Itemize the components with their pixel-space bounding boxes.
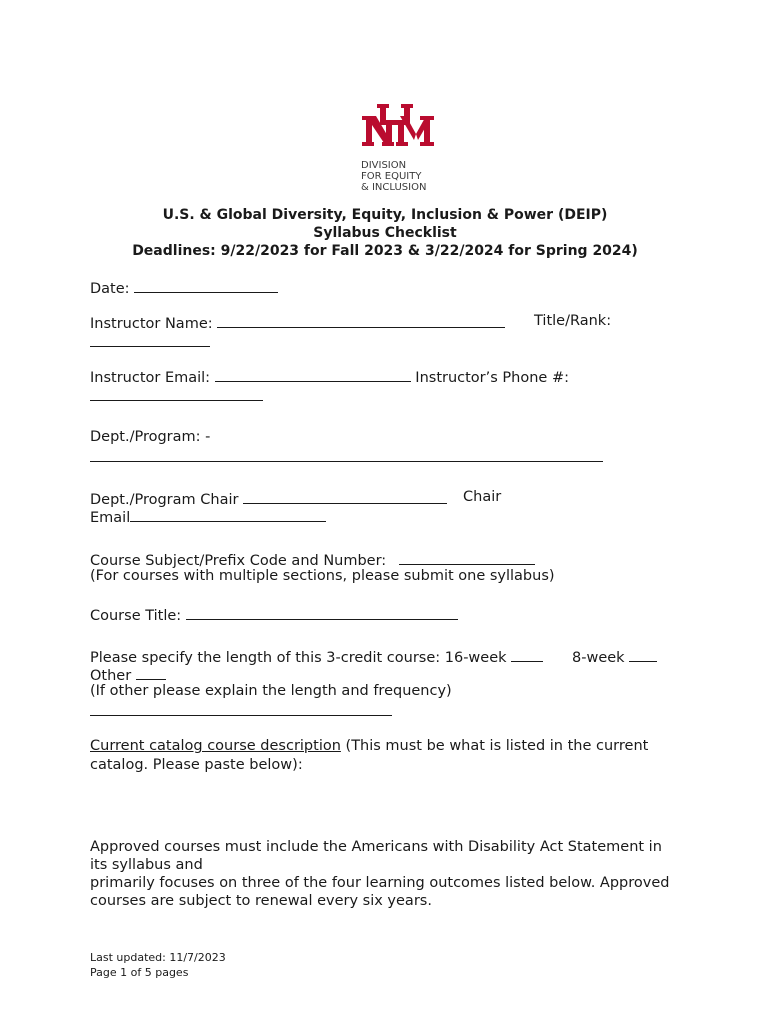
course-length-label: Please specify the length of this 3-credit course: 16-week — [90, 650, 507, 666]
chair-label: Chair — [463, 489, 502, 505]
title-rank-field[interactable] — [90, 332, 210, 347]
other-field[interactable] — [136, 665, 166, 680]
course-code-note: (For courses with multiple sections, please submit one syllabus) — [90, 568, 555, 584]
page-count: Page 1 of 5 pages — [90, 966, 189, 979]
catalog-note: (This must be what is listed in the current — [340, 738, 649, 754]
body-line-4: courses are subject to renewal every six years. — [90, 893, 432, 909]
dept-chair-field[interactable] — [243, 489, 447, 504]
date-row — [90, 278, 278, 297]
course-code-row — [90, 550, 535, 569]
chair-email-label: Email — [90, 510, 131, 526]
chair-email-field[interactable] — [130, 507, 326, 522]
logo-line-2: FOR EQUITY — [361, 171, 422, 182]
other-label: Other — [90, 668, 132, 684]
title-rank-row — [90, 332, 210, 351]
instructor-email-row — [90, 367, 569, 386]
course-title-field[interactable] — [186, 605, 458, 620]
course-title-row — [90, 605, 458, 624]
other-row — [90, 665, 166, 684]
date-label: Date: — [90, 281, 130, 297]
catalog-description-link[interactable]: Current catalog course description — [90, 738, 341, 754]
dept-chair-label: Dept./Program Chair — [90, 492, 239, 508]
other-note: (If other please explain the length and frequency) — [90, 683, 452, 699]
catalog-row — [90, 738, 648, 754]
body-line-2: its syllabus and — [90, 857, 203, 873]
dept-program-row — [90, 447, 603, 466]
logo-line-3: & INCLUSION — [361, 182, 427, 193]
logo-line-1: DIVISION — [361, 160, 407, 171]
last-updated: Last updated: 11/7/2023 — [90, 951, 226, 964]
footer — [90, 950, 226, 980]
instructor-phone-label: Instructor’s Phone #: — [415, 370, 569, 386]
course-length-row — [90, 647, 543, 666]
course-code-label: Course Subject/Prefix Code and Number: — [90, 553, 387, 569]
body-line-1: Approved courses must include the Americans with Disability Act Statement in — [90, 839, 662, 855]
eight-week-row — [572, 647, 657, 666]
document-heading — [0, 206, 770, 260]
chair-email-row — [90, 507, 326, 526]
other-explain-field[interactable] — [90, 701, 392, 716]
date-field[interactable] — [134, 278, 278, 293]
catalog-note-2: catalog. Please paste below): — [90, 757, 303, 773]
other-explain-row — [90, 701, 392, 720]
document-title: U.S. & Global Diversity, Equity, Inclusion & Power (DEIP) — [162, 207, 608, 223]
deadlines: Deadlines: 9/22/2023 for Fall 2023 & 3/22/2024 for Spring 2024) — [132, 243, 638, 259]
course-code-field[interactable] — [399, 550, 535, 565]
document-subtitle: Syllabus Checklist — [313, 225, 457, 241]
instructor-name-row — [90, 313, 505, 332]
course-title-label: Course Title: — [90, 608, 182, 624]
sixteen-week-field[interactable] — [511, 647, 543, 662]
dept-program-label: Dept./Program: - — [90, 429, 211, 445]
instructor-name-field[interactable] — [217, 313, 505, 328]
instructor-phone-field[interactable] — [90, 386, 263, 401]
instructor-phone-row — [90, 386, 263, 405]
instructor-name-label: Instructor Name: — [90, 316, 213, 332]
logo-text — [361, 160, 426, 193]
unm-logo — [360, 104, 440, 152]
dept-program-field[interactable] — [90, 447, 603, 462]
eight-week-field[interactable] — [629, 647, 657, 662]
instructor-email-label: Instructor Email: — [90, 370, 211, 386]
unm-logo-icon — [360, 104, 436, 152]
instructor-email-field[interactable] — [215, 367, 411, 382]
dept-chair-row — [90, 489, 447, 508]
eight-week-label: 8-week — [572, 650, 625, 666]
title-rank-label: Title/Rank: — [534, 313, 612, 329]
body-line-3: primarily focuses on three of the four learning outcomes listed below. Approved — [90, 875, 670, 891]
